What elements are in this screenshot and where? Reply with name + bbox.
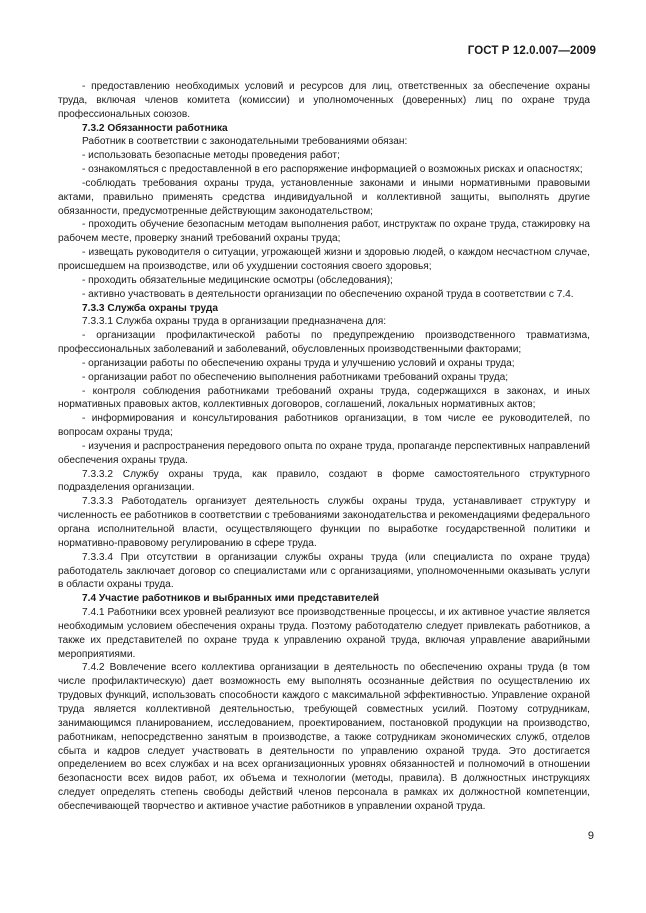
body-paragraph: - извещать руководителя о ситуации, угрожающей жизни и здоровью людей, о каждом несчастном случае, происшедшем на производстве, или об ухудшении состояния своего здоровья; [58,247,590,272]
document-standard-id: ГОСТ Р 12.0.007—2009 [467,45,596,57]
body-paragraph: 7.3.3.2 Службу охраны труда, как правило, создают в форме самостоятельного структурного подразделения организации. [58,468,590,494]
body-paragraph: - проходить обучение безопасным методам выполнения работ, инструктаж по охране труда, стажировку на рабочем месте, проверку знаний требований охраны труда; [58,219,590,245]
body-paragraph: - контроля соблюдения работниками требований охраны труда, содержащихся в законах, и иных нормативных правовых актов, коллективных договоров, соглашений, локальных нормативных актов; [58,385,590,411]
page-number: 9 [587,830,594,842]
body-paragraph: - организации профилактической работы по предупреждению производственного травматизма, профессиональных заболеваний и заболеваний, обусловленных производственными факторами; [58,330,590,356]
body-paragraph: 7.3.3.4 При отсутствии в организации службы охраны труда (или специалиста по охране труда) работодатель заключает договор со специалистами или с организациями, уполномоченными оказывать услуги в области охраны труда. [58,551,590,591]
body-paragraph: - предоставлению необходимых условий и ресурсов для лиц, ответственных за обеспечение охраны труда, включая членов комитета (комиссии) и уполномоченных (доверенных) лиц по охране труда профессиональных союзов. [58,81,590,120]
body-paragraph: 7.3.3.1 Служба охраны труда в организации предназначена для: [82,316,387,328]
body-paragraph: - проходить обязательные медицинские осмотры (обследования); [82,274,393,286]
body-paragraph: - активно участвовать в деятельности организации по обеспечению охраной труда в соответствии с 7.4. [82,288,574,300]
section-heading: 7.3.3 Служба охраны труда [82,302,218,314]
body-paragraph: 7.4.2 Вовлечение всего коллектива организации в деятельность по обеспечению охраны труда (в том числе профилактическую) дает возможность ему выполнять осознанные действия по осуществлению их трудовых функций, использовать способности каждого с максимальной эффективностью. Управление охраной труда является коллективной деятельностью, требующей совместных усилий. Поэтому сотрудникам, занимающимся планированием, исследованием, проектированием, постановкой продукции на производство, работникам, непосредственно занятым в производстве, а также сотрудникам экономических служб, отделов сбыта и кадров следует участвовать в деятельности по управлению охраной труда. Это достигается определением во всех службах и на всех организационных уровнях обязанностей и полномочий в отношении безопасности всех видов работ, их объема и технологии (методы, правила). В должностных инструкциях следует определять степень свободы действий членов персонала в рамках их должностной компетенции, обеспечивающей творчество и активное участие работников в управлении охраной труда. [58,662,590,812]
body-paragraph: - изучения и распространения передового опыта по охране труда, пропаганде перспективных направлений обеспечения охраны труда. [58,440,590,466]
body-paragraph: - использовать безопасные методы проведения работ; [82,150,340,162]
body-paragraph: - информирования и консультирования работников организации, в том числе ее руководителей, по вопросам охраны труда; [58,413,590,439]
document-body [58,80,590,814]
body-paragraph: -соблюдать требования охраны труда, установленные законами и иными нормативными правовыми актами, правильно применять средства индивидуальной и коллективной защиты, выполнять другие обязанности, предусмотренные действующим законодательством; [58,177,590,217]
body-paragraph: 7.4.1 Работники всех уровней реализуют все производственные процессы, и их активное участие является необходимым условием обеспечения охраны труда. Поэтому работодателю следует привлекать работников, а также их представителей по охране труда к управлению охраной труда, включая управление аварийными мероприятиями. [58,607,590,660]
body-paragraph: - организации работ по обеспечению выполнения работниками требований охраны труда; [82,371,509,383]
body-paragraph: 7.3.3.3 Работодатель организует деятельность службы охраны труда, устанавливает структуру и численность ее работников в соответствии с требованиями законодательства и рекомендациями федерального органа исполнительной власти, осуществляющего функции по выработке государственной политики и нормативно-правовому регулированию в сфере труда. [58,496,590,549]
section-heading: 7.3.2 Обязанности работника [82,122,228,134]
body-paragraph: - организации работы по обеспечению охраны труда и улучшению условий и охраны труда; [82,357,515,369]
body-paragraph: - ознакомляться с предоставленной в его распоряжение информацией о возможных рисках и опасностях; [82,164,583,176]
section-heading: 7.4 Участие работников и выбранных ими представителей [82,593,380,605]
body-paragraph: Работник в соответствии с законодательными требованиями обязан: [82,136,408,148]
